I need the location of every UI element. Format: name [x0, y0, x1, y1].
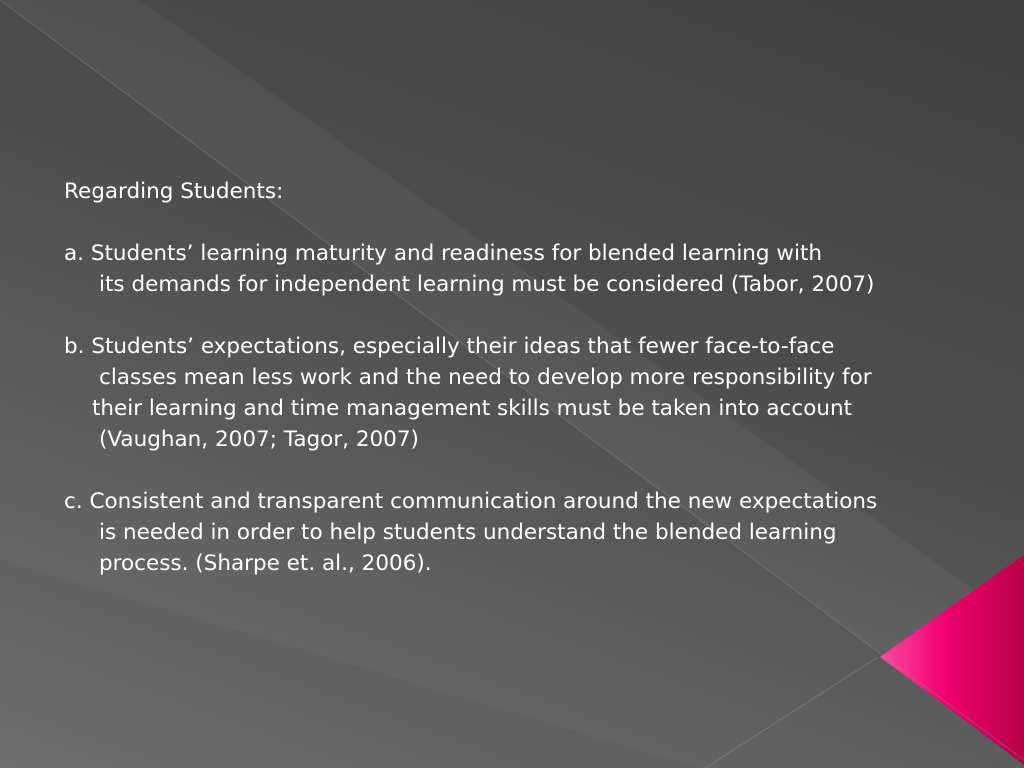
point-c-line-3: process. (Sharpe et. al., 2006). [99, 551, 432, 576]
point-c-line-1: c. Consistent and transparent communication around the new expectations [64, 489, 878, 514]
slide-heading: Regarding Students: [64, 179, 284, 204]
point-c-line-2: is needed in order to help students understand the blended learning [99, 520, 837, 545]
point-b-line-3: their learning and time management skills must be taken into account [92, 396, 853, 421]
point-a-line-2: its demands for independent learning must be considered (Tabor, 2007) [99, 272, 875, 297]
point-b-line-2: classes mean less work and the need to develop more responsibility for [99, 365, 872, 390]
point-b-line-4: (Vaughan, 2007; Tagor, 2007) [99, 427, 419, 452]
lower-shade-triangle [0, 560, 700, 768]
point-a-line-1: a. Students’ learning maturity and readiness for blended learning with [64, 241, 823, 266]
diagonal-line-lower [705, 657, 878, 768]
point-b-line-1: b. Students’ expectations, especially their ideas that fewer face-to-face [64, 334, 835, 359]
slide-body [64, 176, 1019, 579]
